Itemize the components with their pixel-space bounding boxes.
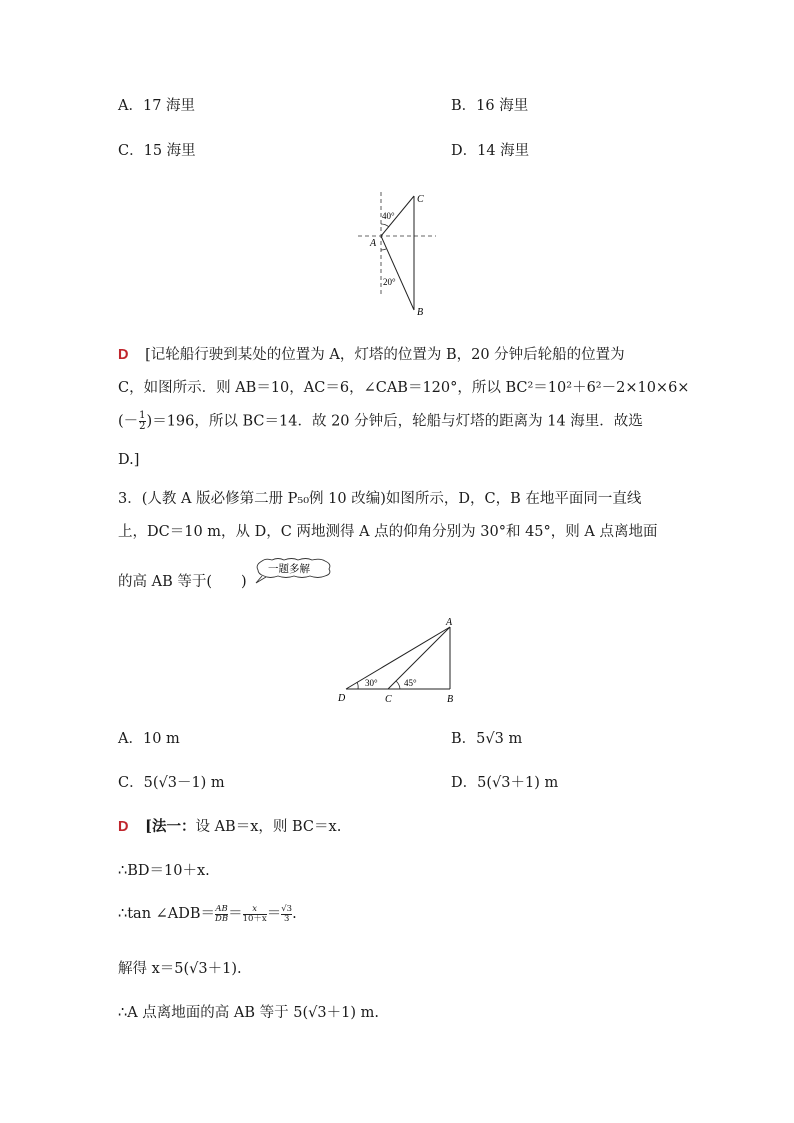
label-a: A — [370, 238, 377, 249]
multi-solution-tag — [252, 557, 334, 585]
angle-label-20: 20° — [383, 277, 396, 287]
fraction-sqrt3-3: $\frac{√3}{3}$ — [281, 903, 293, 924]
tag-tail — [256, 576, 266, 583]
q3-figure — [330, 615, 465, 707]
q3-stem-line2: 上，DC＝10 m，从 D，C 两地测得 A 点的仰角分别为 30°和 45°，则 A 点离地面 — [118, 524, 658, 540]
label-c: C — [385, 694, 392, 705]
q3-solution-line2: ∴BD＝10＋x. — [118, 863, 210, 879]
q2-option-a: A．17 海里 — [118, 98, 196, 114]
q3-option-c: C．5(√3－1) m — [118, 775, 225, 791]
q2-solution-line3: (－ $\frac{1}{2}$ )＝196，所以 BC＝14．故 20 分钟后，轮船与灯塔的距离为 14 海里．故选 — [118, 410, 643, 432]
q3-option-a: A．10 m — [118, 731, 180, 747]
q2-option-c: C．15 海里 — [118, 143, 196, 159]
q2-answer: D — [118, 347, 129, 363]
q3-answer: D — [118, 819, 129, 835]
label-b: B — [417, 307, 424, 318]
fraction-x-10x: $\frac{x}{10+x}$ — [242, 903, 267, 924]
angle-arc-bottom — [381, 249, 386, 250]
angle-arc-c — [396, 681, 400, 689]
q2-figure — [350, 186, 440, 320]
q2-option-b: B．16 海里 — [451, 98, 529, 114]
fraction-half: $\frac{1}{2}$ — [139, 410, 146, 432]
q2-solution-line4: D.] — [118, 452, 140, 468]
label-d: D — [338, 693, 346, 704]
label-b: B — [447, 694, 454, 705]
q3-solution-line4: 解得 x＝5(√3＋1). — [118, 961, 242, 977]
angle-arc-top — [381, 224, 389, 227]
tag-text: 一题多解 — [268, 564, 310, 575]
method-label: [法一： — [145, 818, 196, 835]
fraction-ab-db: $\frac{AB}{DB}$ — [215, 903, 229, 924]
q3-solution-line1: D [法一：设 AB＝x，则 BC＝x. — [118, 818, 342, 835]
q2-solution-line1: D [记轮船行驶到某处的位置为 A，灯塔的位置为 B，20 分钟后轮船的位置为 — [118, 347, 625, 363]
label-c: C — [417, 194, 424, 205]
q3-option-d: D．5(√3＋1) m — [451, 775, 559, 791]
angle-label-40: 40° — [382, 211, 395, 221]
q3-stem-line1: 3．(人教 A 版必修第二册 P₅₀例 10 改编)如图所示，D，C，B 在地平面同一直线 — [118, 491, 642, 507]
q2-option-d: D．14 海里 — [451, 143, 530, 159]
q3-solution-line3: ∴tan ∠ADB＝ $\frac{AB}{DB}$ ＝ $\frac{x}{10+x}$ ＝ $\frac{√3}{3}$ . — [118, 903, 297, 924]
q3-solution-line5: ∴A 点离地面的高 AB 等于 5(√3＋1) m. — [118, 1005, 379, 1021]
q3-stem-line3: 的高 AB 等于( ) — [118, 574, 247, 590]
q3-option-b: B．5√3 m — [451, 731, 523, 747]
angle-label-30: 30° — [365, 678, 378, 688]
angle-arc-d — [357, 682, 358, 689]
angle-label-45: 45° — [404, 678, 417, 688]
label-a: A — [446, 617, 453, 628]
q2-solution-line2: C，如图所示．则 AB＝10，AC＝6，∠CAB＝120°，所以 BC²＝10²＋6²－2×10×6× — [118, 380, 690, 396]
segment-ab — [381, 236, 414, 310]
